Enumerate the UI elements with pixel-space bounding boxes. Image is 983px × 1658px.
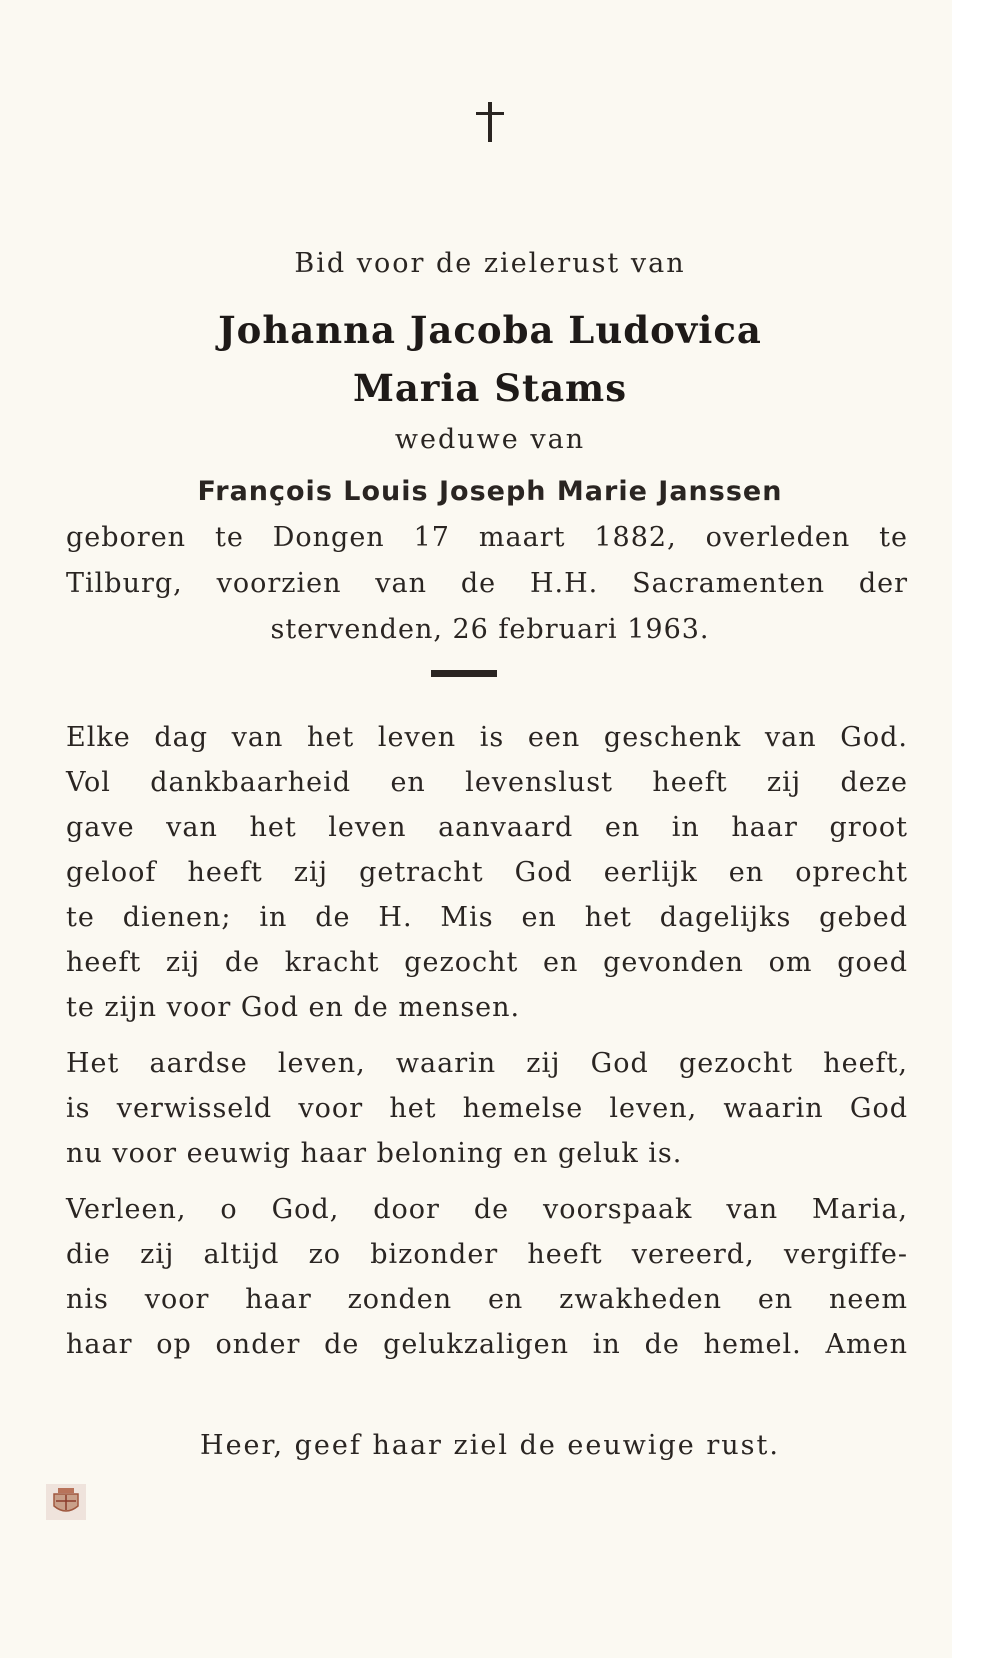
- bio-line: Tilburg, voorzien van de H.H. Sacramenten der: [66, 568, 908, 599]
- coat-of-arms-stamp-icon: [46, 1484, 86, 1520]
- paragraph-2-line: Het aardse leven, waarin zij God gezocht heeft,: [66, 1048, 908, 1079]
- husband-name: François Louis Joseph Marie Janssen: [197, 476, 783, 507]
- cross-icon: [472, 100, 508, 144]
- paragraph-2-line: nu voor eeuwig haar beloning en geluk is.: [66, 1138, 683, 1169]
- closing-prayer: Heer, geef haar ziel de eeuwige rust.: [200, 1430, 780, 1461]
- scan-margin: [952, 0, 983, 1658]
- paragraph-1-line: gave van het leven aanvaard en in haar groot: [66, 812, 908, 843]
- paragraph-3-line: haar op onder de gelukzaligen in de hemel. Amen: [66, 1329, 908, 1360]
- paragraph-2-line: is verwisseld voor het hemelse leven, waarin God: [66, 1093, 908, 1124]
- bio-line: geboren te Dongen 17 maart 1882, overleden te: [66, 522, 908, 553]
- paragraph-1-line: te zijn voor God en de mensen.: [66, 992, 521, 1023]
- paragraph-3-line: Verleen, o God, door de voorspaak van Maria,: [66, 1194, 908, 1225]
- bio-line: stervenden, 26 februari 1963.: [270, 614, 710, 645]
- paragraph-1-line: Elke dag van het leven is een geschenk van God.: [66, 722, 908, 753]
- paragraph-1-line: heeft zij de kracht gezocht en gevonden om goed: [66, 947, 908, 978]
- paragraph-1-line: te dienen; in de H. Mis en het dagelijks gebed: [66, 902, 908, 933]
- intro-text: Bid voor de zielerust van: [294, 248, 686, 279]
- deceased-name-line-1: Johanna Jacoba Ludovica: [218, 308, 762, 352]
- widow-of-text: weduwe van: [394, 424, 586, 455]
- divider-bar: [431, 670, 497, 677]
- paragraph-3-line: nis voor haar zonden en zwakheden en neem: [66, 1284, 908, 1315]
- paragraph-1-line: Vol dankbaarheid en levenslust heeft zij deze: [66, 767, 908, 798]
- deceased-name-line-2: Maria Stams: [352, 366, 628, 410]
- paragraph-1-line: geloof heeft zij getracht God eerlijk en oprecht: [66, 857, 908, 888]
- paragraph-3-line: die zij altijd zo bizonder heeft vereerd, vergiffe-: [66, 1239, 908, 1270]
